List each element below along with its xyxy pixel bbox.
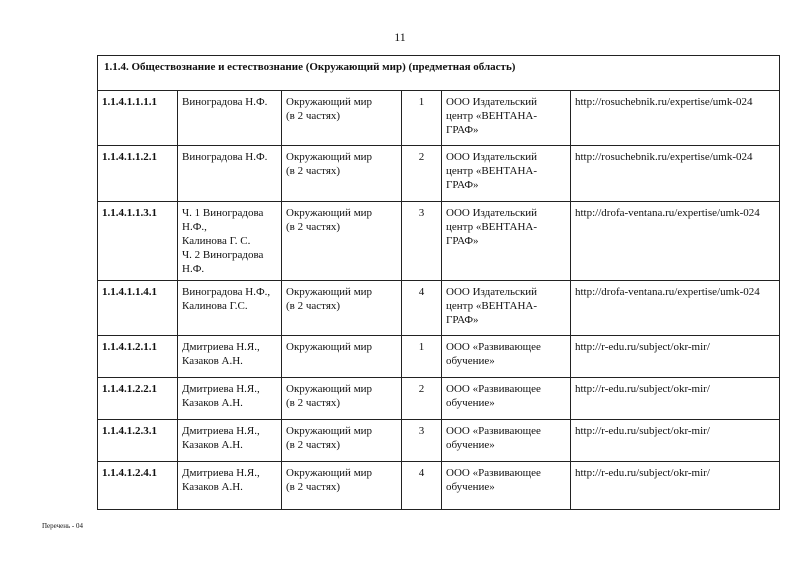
row-publisher-line: центр «ВЕНТАНА- [446, 300, 538, 312]
row-title-line: (в 2 частях) [286, 165, 341, 177]
row-title-line: (в 2 частях) [286, 397, 341, 409]
row-url: http://rosuchebnik.ru/expertise/umk-024 [571, 146, 780, 202]
row-title-line: Окружающий мир [286, 151, 373, 163]
row-title [282, 378, 402, 420]
row-publisher-line: ООО «Развивающее [446, 341, 541, 353]
row-title-line: (в 2 частях) [286, 481, 341, 493]
row-url: http://drofa-ventana.ru/expertise/umk-024 [571, 202, 780, 281]
section-title: 1.1.4. Обществознание и естествознание (Окружающий мир) (предметная область) [98, 56, 780, 91]
row-authors-line: Дмитриева Н.Я., [182, 467, 260, 479]
row-authors-line: Калинова Г.С. [182, 300, 248, 312]
row-title-line: (в 2 частях) [286, 110, 341, 122]
row-url: http://r-edu.ru/subject/okr-mir/ [571, 378, 780, 420]
table-row [98, 462, 780, 510]
row-authors-line: Калинова Г. С. [182, 235, 251, 247]
row-authors-line: Казаков А.Н. [182, 481, 243, 493]
row-code: 1.1.4.1.1.2.1 [98, 146, 178, 202]
row-publisher-line: обучение» [446, 439, 495, 451]
row-code: 1.1.4.1.1.4.1 [98, 281, 178, 336]
row-publisher-line: центр «ВЕНТАНА- [446, 110, 538, 122]
row-publisher-line: ООО Издательский [446, 207, 538, 219]
row-title-line: Окружающий мир [286, 425, 373, 437]
row-grade: 1 [402, 336, 442, 378]
table-row [98, 146, 780, 202]
row-publisher-line: ООО Издательский [446, 286, 538, 298]
row-authors-line: Виноградова Н.Ф. [182, 151, 268, 163]
row-authors-line: Ч. 2 Виноградова Н.Ф. [182, 249, 264, 275]
row-grade: 1 [402, 91, 442, 146]
row-publisher-line: центр «ВЕНТАНА- [446, 221, 538, 233]
row-grade: 2 [402, 378, 442, 420]
row-publisher [442, 91, 571, 146]
row-authors [178, 146, 282, 202]
row-publisher [442, 202, 571, 281]
row-publisher [442, 462, 571, 510]
row-authors-line: Дмитриева Н.Я., [182, 341, 260, 353]
row-authors-line: Дмитриева Н.Я., [182, 383, 260, 395]
row-title-line: Окружающий мир [286, 207, 373, 219]
footer-label: Перечень - 04 [42, 522, 83, 530]
row-code: 1.1.4.1.1.3.1 [98, 202, 178, 281]
row-title-line: Окружающий мир [286, 341, 373, 353]
row-authors [178, 462, 282, 510]
row-url: http://drofa-ventana.ru/expertise/umk-024 [571, 281, 780, 336]
row-publisher [442, 146, 571, 202]
row-authors-line: Виноградова Н.Ф., [182, 286, 271, 298]
row-authors-line: Казаков А.Н. [182, 355, 243, 367]
row-title [282, 281, 402, 336]
row-title-line: Окружающий мир [286, 383, 373, 395]
row-url: http://r-edu.ru/subject/okr-mir/ [571, 462, 780, 510]
row-publisher-line: обучение» [446, 397, 495, 409]
row-publisher-line: ГРАФ» [446, 314, 479, 326]
row-publisher-line: ГРАФ» [446, 179, 479, 191]
row-title [282, 202, 402, 281]
row-authors [178, 202, 282, 281]
row-authors [178, 281, 282, 336]
table-row [98, 281, 780, 336]
row-title-line: (в 2 частях) [286, 221, 341, 233]
row-publisher-line: ГРАФ» [446, 235, 479, 247]
textbook-table [97, 55, 780, 510]
row-code: 1.1.4.1.1.1.1 [98, 91, 178, 146]
table-row [98, 420, 780, 462]
row-authors [178, 336, 282, 378]
row-url: http://r-edu.ru/subject/okr-mir/ [571, 420, 780, 462]
row-title-line: Окружающий мир [286, 96, 373, 108]
row-code: 1.1.4.1.2.4.1 [98, 462, 178, 510]
table-row [98, 91, 780, 146]
row-publisher-line: ГРАФ» [446, 124, 479, 136]
row-title [282, 462, 402, 510]
table-row [98, 336, 780, 378]
row-authors-line: Казаков А.Н. [182, 397, 243, 409]
row-publisher-line: ООО Издательский [446, 151, 538, 163]
row-grade: 3 [402, 420, 442, 462]
row-title [282, 91, 402, 146]
row-grade: 4 [402, 462, 442, 510]
row-title [282, 336, 402, 378]
row-publisher [442, 281, 571, 336]
row-title [282, 146, 402, 202]
table-row [98, 202, 780, 281]
table-row [98, 378, 780, 420]
row-url: http://rosuchebnik.ru/expertise/umk-024 [571, 91, 780, 146]
row-code: 1.1.4.1.2.1.1 [98, 336, 178, 378]
row-authors-line: Ч. 1 Виноградова Н.Ф., [182, 207, 264, 233]
row-publisher-line: центр «ВЕНТАНА- [446, 165, 538, 177]
row-url: http://r-edu.ru/subject/okr-mir/ [571, 336, 780, 378]
row-title [282, 420, 402, 462]
row-authors-line: Казаков А.Н. [182, 439, 243, 451]
row-title-line: (в 2 частях) [286, 300, 341, 312]
row-code: 1.1.4.1.2.2.1 [98, 378, 178, 420]
row-grade: 4 [402, 281, 442, 336]
row-publisher [442, 336, 571, 378]
row-authors [178, 420, 282, 462]
row-authors-line: Виноградова Н.Ф. [182, 96, 268, 108]
row-authors [178, 378, 282, 420]
row-grade: 2 [402, 146, 442, 202]
page-number: 11 [394, 30, 406, 44]
row-publisher-line: ООО Издательский [446, 96, 538, 108]
row-grade: 3 [402, 202, 442, 281]
row-publisher [442, 420, 571, 462]
row-authors [178, 91, 282, 146]
row-publisher-line: ООО «Развивающее [446, 467, 541, 479]
row-authors-line: Дмитриева Н.Я., [182, 425, 260, 437]
row-publisher-line: обучение» [446, 481, 495, 493]
row-title-line: (в 2 частях) [286, 439, 341, 451]
row-code: 1.1.4.1.2.3.1 [98, 420, 178, 462]
row-publisher-line: ООО «Развивающее [446, 425, 541, 437]
row-publisher [442, 378, 571, 420]
row-title-line: Окружающий мир [286, 467, 373, 479]
row-title-line: Окружающий мир [286, 286, 373, 298]
row-publisher-line: ООО «Развивающее [446, 383, 541, 395]
row-publisher-line: обучение» [446, 355, 495, 367]
